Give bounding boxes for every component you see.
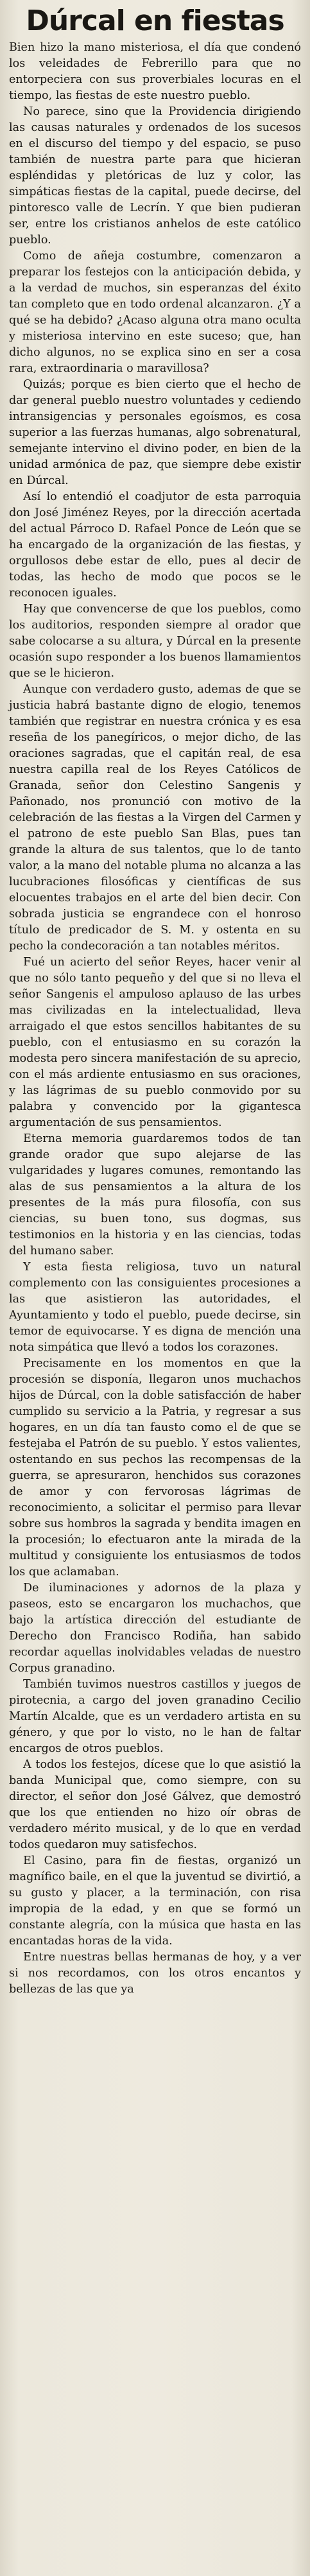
article-paragraph: Precisamente en los momentos en que la procesión se disponía, llegaron unos muchachos hijos de Dúrcal, con la doble satisfacción de haber cumplido su servicio a la Patria, y regresar a sus hogares, en un día tan fausto como el de que se festejaba el Patrón de su pueblo. Y estos valientes, ostentando en sus pechos las recompensas de la guerra, se apresuraron, henchidos sus corazones de amor y con fervorosas lágrimas de reconocimiento, a solicitar el permiso para llevar sobre sus hombros la sagrada y bendita imagen en la procesión; lo efectuaron ante la mirada de la multitud y consiguiente los entusiasmos de todos los que aclamaban. bbox=[9, 1357, 301, 1578]
article-paragraph: Eterna memoria guardaremos todos de tan grande orador que supo alejarse de las vulgaridades y lugares comunes, remontando las alas de sus pensamientos a la altura de los presentes de la más pura filosofía, con sus ciencias, su buen tono, sus dogmas, sus testimonios en la historia y en las ciencias, todas del humano saber. bbox=[9, 1132, 301, 1258]
article-paragraph: Y esta fiesta religiosa, tuvo un natural complemento con las consiguientes procesiones a las que asistieron las autoridades, el Ayuntamiento y todo el pueblo, puede decirse, sin temor de equivocarse. Y es digna de mención una nota simpática que llevó a todos los corazones. bbox=[9, 1261, 301, 1354]
article-paragraph: También tuvimos nuestros castillos y juegos de pirotecnia, a cargo del joven granadino Cecilio Martín Alcalde, que es un verdadero artista en su género, y que por lo visto, no le han de faltar encargos de otros pueblos. bbox=[9, 1678, 301, 1755]
article-paragraph: Como de añeja costumbre, comenzaron a preparar los festejos con la anticipación debida, y a la verdad de muchos, sin esperanzas del éxito tan completo que en todo ordenal alcanzaron. ¿Y a qué se ha debido? ¿Acaso alguna otra mano oculta y misteriosa intervino en este suceso; que, han dicho algunos, no se explica sino en ser a cosa rara, extraordinaria o maravillosa? bbox=[9, 250, 301, 375]
article-paragraph: A todos los festejos, dícese que lo que asistió la banda Municipal que, como siempre, con su director, el señor don José Gálvez, que demostró que los que entienden no hizo oír obras de verdadero mérito musical, y de lo que en verdad todos quedaron muy satisfechos. bbox=[9, 1758, 301, 1851]
article-paragraph: Aunque con verdadero gusto, ademas de que se justicia habrá bastante digno de elogio, tenemos también que registrar en nuestra crónica y es esa reseña de los panegíricos, o mejor dicho, de las oraciones sagradas, que el capitán real, de esa nuestra capilla real de los Reyes Católicos de Granada, señor don Celestino Sangenis y Pañonado, nos pronunció con motivo de la celebración de las fiestas a la Virgen del Carmen y el patrono de este pueblo San Blas, pues tan grande la altura de sus talentos, que lo de tanto valor, a la mano del notable pluma no alcanza a las lucubraciones filosóficas y científicas de sus elocuentes trabajos en el arte del bien decir. Con sobrada justicia se engrandece con el honroso título de predicador de S. M. y ostenta en su pecho la condecoración a tan notables méritos. bbox=[9, 683, 301, 953]
article-paragraph: Quizás; porque es bien cierto que el hecho de dar general pueblo nuestro voluntades y cediendo intransigencias y personales egoísmos, es cosa superior a las fuerzas humanas, algo sobrenatural, semejante intervino el divino poder, en bien de la unidad armónica de paz, que siempre debe existir en Dúrcal. bbox=[9, 378, 301, 487]
headline: Dúrcal en fiestas bbox=[26, 4, 284, 37]
article-paragraph: No parece, sino que la Providencia dirigiendo las causas naturales y ordenados de los sucesos en el discurso del tiempo y del espacio, se puso también de nuestra parte para que hicieran espléndidas y pletóricas de luz y color, las simpáticas fiestas de la capital, puede decirse, del pintoresco valle de Lecrín. Y que bien pudieran ser, entre los cristianos anhelos de este católico pueblo. bbox=[9, 105, 301, 246]
article-paragraph: Bien hizo la mano misteriosa, el día que condenó los veleidades de Febrerillo para que no entorpeciera con sus proverbiales locuras en el tiempo, las fiestas de este nuestro pueblo. bbox=[9, 41, 301, 102]
article-paragraph: Así lo entendió el coadjutor de esta parroquia don José Jiménez Reyes, por la dirección acertada del actual Párroco D. Rafael Ponce de León que se ha encargado de la organización de las fiestas, y orgullosos debe estar de ello, pues al decir de todas, las hecho de modo que pocos se le reconocen iguales. bbox=[9, 490, 301, 600]
article-body bbox=[9, 40, 301, 1998]
article-paragraph: Entre nuestras bellas hermanas de hoy, y a ver si nos recordamos, con los otros encantos y bellezas de las que ya bbox=[9, 1951, 301, 1996]
article-paragraph: El Casino, para fin de fiestas, organizó un magnífico baile, en el que la juventud se divirtió, a su gusto y placer, a la terminación, con risa impropia de la edad, y en que se formó un constante alegría, con la música que hasta en las encantadas horas de la vida. bbox=[9, 1854, 301, 1948]
article-paragraph: Fué un acierto del señor Reyes, hacer venir al que no sólo tanto pequeño y del que si no lleva el señor Sangenis el ampuloso aplauso de las urbes mas civilizadas en la intelectualidad, lleva arraigado el que estos sencillos habitantes de su pueblo, con el entusiasmo en su corazón la modesta pero sincera manifestación de su aprecio, con el más ardiente entusiasmo en sus oraciones, y las lágrimas de su pueblo conmovido por su palabra y convencido por la gigantesca argumentación de sus pensamientos. bbox=[9, 956, 301, 1129]
article-paragraph: Hay que convencerse de que los pueblos, como los auditorios, responden siempre al orador que sabe colocarse a su altura, y Dúrcal en la presente ocasión supo responder a los buenos llamamientos que se le hicieron. bbox=[9, 603, 301, 680]
article-paragraph: De iluminaciones y adornos de la plaza y paseos, esto se encargaron los muchachos, que bajo la artística dirección del estudiante de Derecho don Francisco Rodiña, han sabido recordar aquellas inolvidables veladas de nuestro Corpus granadino. bbox=[9, 1582, 301, 1675]
